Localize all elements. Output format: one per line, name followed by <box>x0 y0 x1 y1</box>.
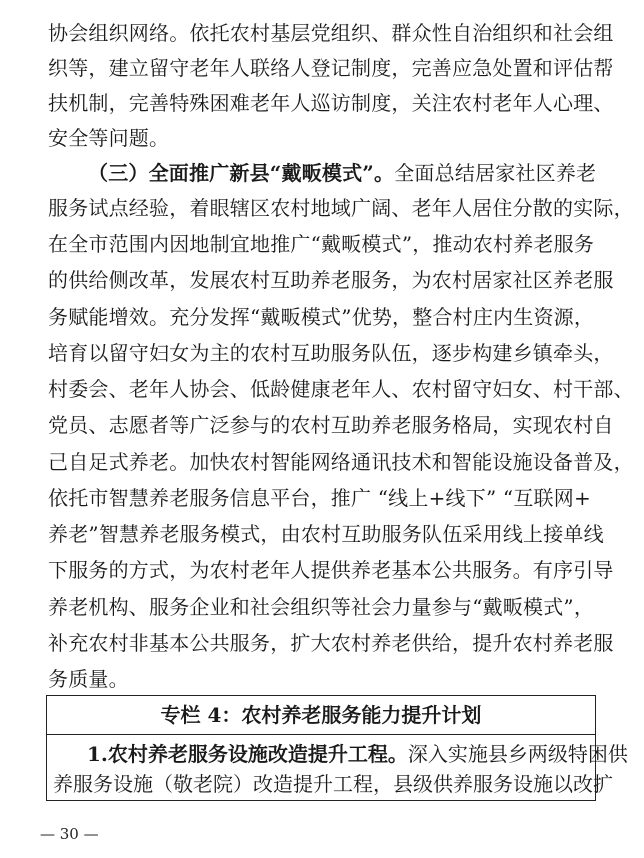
paragraph-line: 养老”智慧养老服务模式，由农村互助服务队伍采用线上接单线 <box>48 522 604 546</box>
section-heading: （三）全面推广新县“戴畈模式”。 <box>88 161 395 185</box>
paragraph-line: 务赋能增效。充分发挥“戴畈模式”优势，整合村庄内生资源， <box>48 305 595 329</box>
paragraph-line: 补充农村非基本公共服务，扩大农村养老供给，提升农村养老服 <box>48 631 614 655</box>
paragraph-line: 下服务的方式，为农村老年人提供养老基本公共服务。有序引导 <box>48 558 614 582</box>
page-number: — 30 — <box>40 825 99 843</box>
section-heading-continuation: 全面总结居家社区养老 <box>394 161 597 185</box>
paragraph-line: 培育以留守妇女为主的农村互助服务队伍，逐步构建乡镇牵头， <box>48 341 614 365</box>
paragraph-line: 己自足式养老。加快农村智能网络通讯技术和智能设施设备普及， <box>48 450 634 474</box>
paragraph-line: 协会组织网络。依托农村基层党组织、群众性自治组织和社会组 <box>48 21 614 45</box>
column-box-title: 专栏 4：农村养老服务能力提升计划 <box>47 696 595 735</box>
paragraph-line: 的供给侧改革，发展农村互助养老服务，为农村居家社区养老服 <box>48 268 614 292</box>
paragraph-line: 村委会、老年人协会、低龄健康老年人、农村留守妇女、村干部、 <box>48 377 634 401</box>
paragraph-line: 务质量。 <box>48 667 129 691</box>
paragraph-line: 养老机构、服务企业和社会组织等社会力量参与“戴畈模式”， <box>48 595 595 619</box>
column-box <box>46 695 628 801</box>
paragraph-line: 依托市智慧养老服务信息平台，推广 “线上+线下” “互联网+ <box>48 486 591 510</box>
column-box-item-line: 养服务设施（敬老院）改造提升工程，县级供养服务设施以改扩 <box>53 772 613 796</box>
column-box-item-line <box>87 738 628 770</box>
paragraph-line: 安全等问题。 <box>48 126 170 150</box>
column-box-item-heading: 1.农村养老服务设施改造提升工程。 <box>87 742 408 766</box>
paragraph-line: 服务试点经验，着眼辖区农村地域广阔、老年人居住分散的实际， <box>48 196 634 220</box>
paragraph-line: 织等，建立留守老年人联络人登记制度，完善应急处置和评估帮 <box>48 56 614 80</box>
column-box-item-continuation: 深入实施县乡两级特困供 <box>407 742 628 766</box>
paragraph-line: 扶机制，完善特殊困难老年人巡访制度，关注农村老年人心理、 <box>48 91 614 115</box>
paragraph-line: 党员、志愿者等广泛参与的农村互助养老服务格局，实现农村自 <box>48 413 614 437</box>
paragraph-line: 在全市范围内因地制宜地推广“戴畈模式”，推动农村养老服务 <box>48 232 595 256</box>
section-heading-line <box>88 157 600 189</box>
